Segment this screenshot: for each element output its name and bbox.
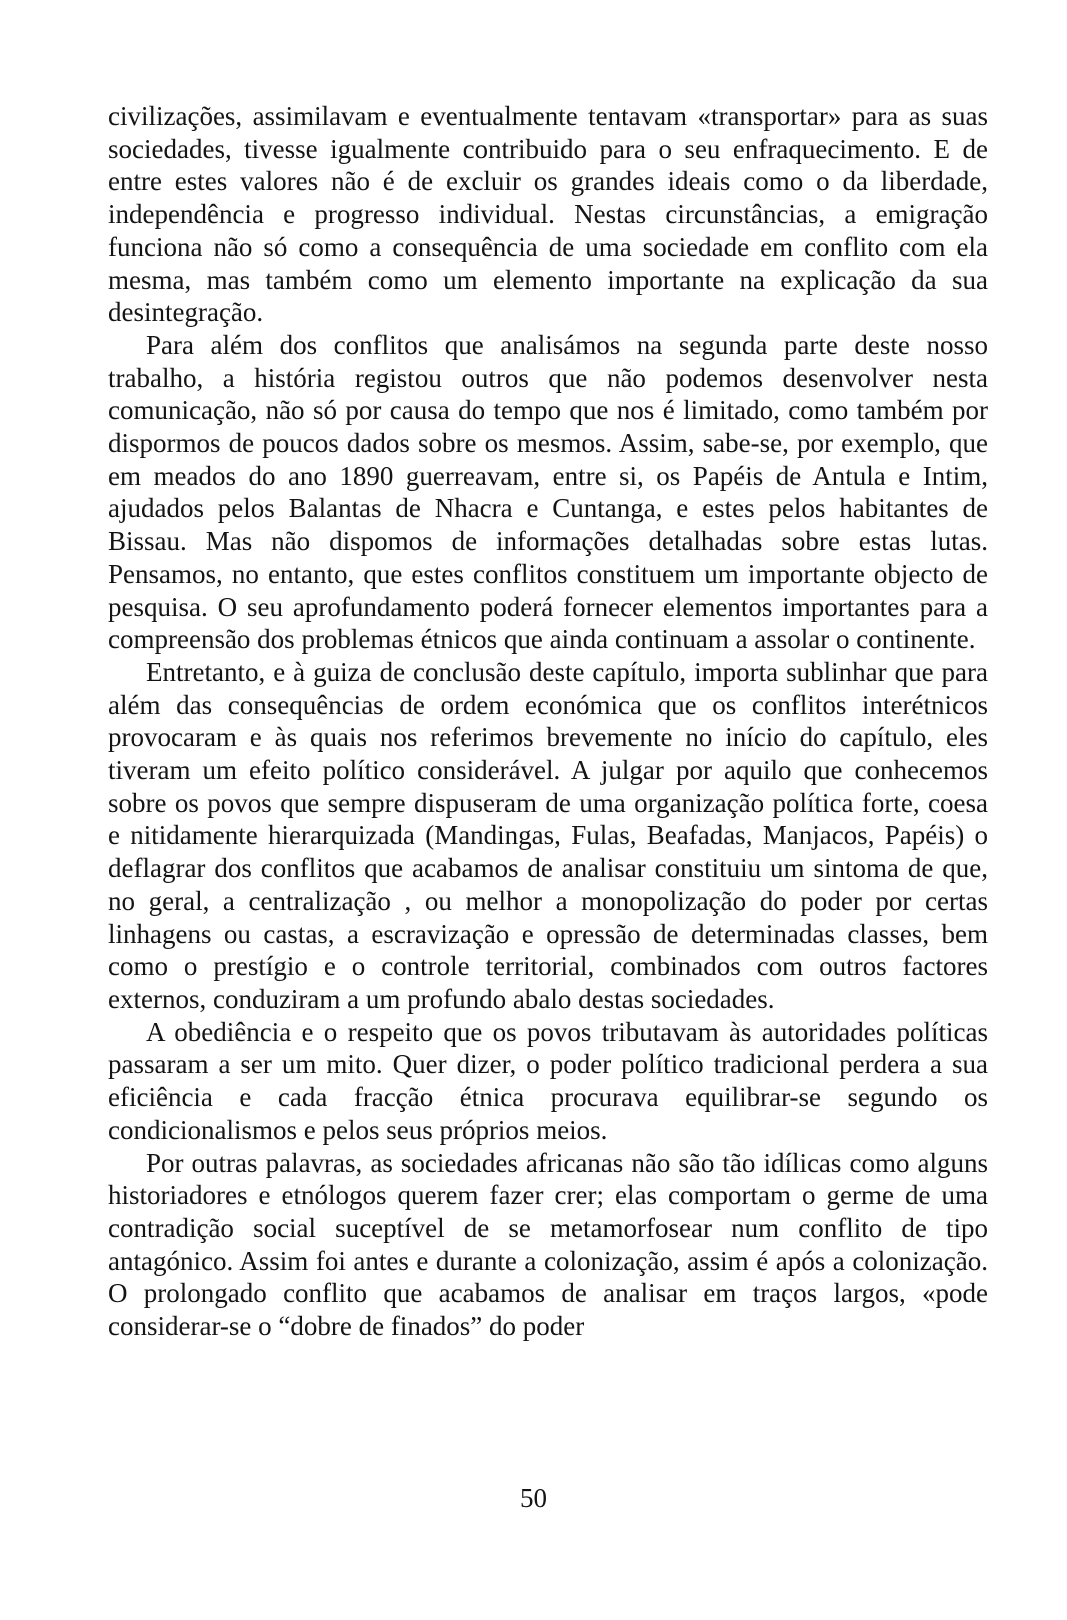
body-text bbox=[108, 100, 988, 1343]
page-number: 50 bbox=[520, 1483, 547, 1513]
paragraph: Entretanto, e à guiza de conclusão deste capítulo, importa sublinhar que para além das consequências de ordem económica que os conflitos interétnicos provocaram e às quais nos referimos brevemente no início do capítulo, eles tiveram um efeito político considerável. A julgar por aquilo que conhecemos sobre os povos que sempre dispuseram de uma organização política forte, coesa e nitidamente hierarquizada (Mandingas, Fulas, Beafadas, Manjacos, Papéis) o deflagrar dos conflitos que acabamos de analisar constituiu um sintoma de que, no geral, a centralização , ou melhor a monopolização do poder por certas linhagens ou castas, a escravização e opressão de determinadas classes, bem como o prestígio e o controle territorial, combinados com outros factores externos, conduziram a um profundo abalo destas sociedades. bbox=[108, 656, 988, 1014]
paragraph-continuation: civilizações, assimilavam e eventualmente tentavam «transportar» para as suas sociedades, tivesse igualmente contribuido para o seu enfraquecimento. E de entre estes valores não é de excluir os grandes ideais como o da liberdade, independência e progresso individual. Nestas circunstâncias, a emigração funciona não só como a consequência de uma sociedade em conflito com ela mesma, mas também como um elemento importante na explicação da sua desintegração. bbox=[108, 101, 988, 328]
paragraph: A obediência e o respeito que os povos tributavam às autoridades políticas passaram a ser um mito. Quer dizer, o poder político tradicional perdera a sua eficiência e cada fracção étnica procurava equilibrar-se segundo os condicionalismos e pelos seus próprios meios. bbox=[108, 1016, 988, 1145]
paragraph: Por outras palavras, as sociedades africanas não são tão idílicas como alguns historiadores e etnólogos querem fazer crer; elas comportam o germe de uma contradição social suceptível de se metamorfosear num conflito de tipo antagónico. Assim foi antes e durante a colonização, assim é após a colonização. O prolongado conflito que acabamos de analisar em traços largos, «pode considerar-se o “dobre de finados” do poder bbox=[108, 1147, 988, 1342]
paragraph: Para além dos conflitos que analisámos na segunda parte deste nosso trabalho, a história registou outros que não podemos desenvolver nesta comunicação, não só por causa do tempo que nos é limitado, como também por dispormos de poucos dados sobre os mesmos. Assim, sabe-se, por exemplo, que em meados do ano 1890 guerreavam, entre si, os Papéis de Antula e Intim, ajudados pelos Balantas de Nhacra e Cuntanga, e estes pelos habitantes de Bissau. Mas não dispomos de informações detalhadas sobre estas lutas. Pensamos, no entanto, que estes conflitos constituem um importante objecto de pesquisa. O seu aprofundamento poderá fornecer elementos importantes para a compreensão dos problemas étnicos que ainda continuam a assolar o continente. bbox=[108, 329, 988, 655]
